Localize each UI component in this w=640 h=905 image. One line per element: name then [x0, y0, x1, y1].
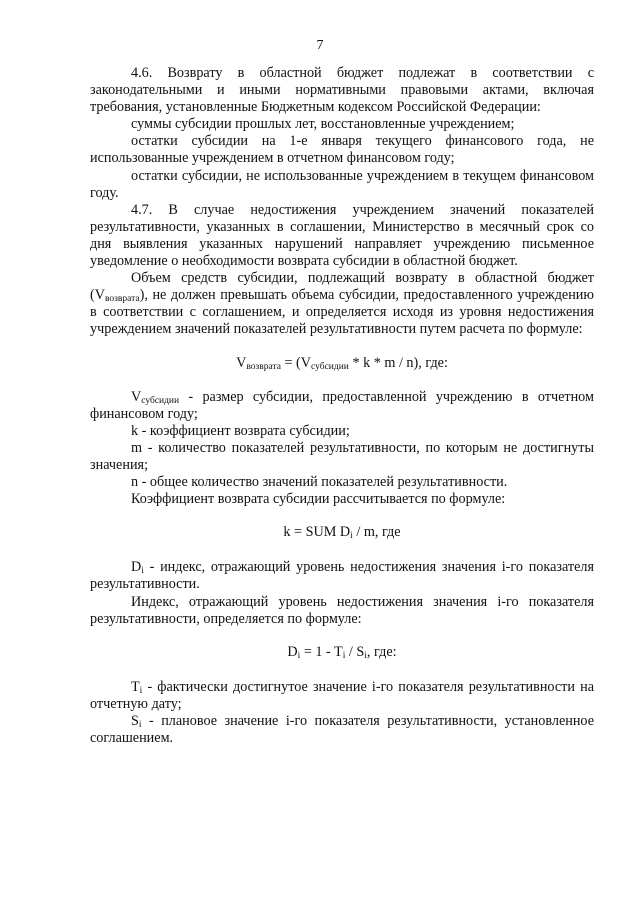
- clause-4-6: 4.6. Возврату в областной бюджет подлежат в соответствии с законодательными и иными нормативными правовыми актами, включая требования, установленные Бюджетным кодексом Российской Федерации:: [90, 65, 594, 116]
- definition-v-subsidy: $V_{субсидии}$ - размер субсидии, предоставленной учреждению в отчетном финансовом году;: [90, 388, 594, 422]
- formula-coefficient: k = SUM $D_i$ / m, где: [283, 524, 401, 542]
- coefficient-intro: Коэффициент возврата субсидии рассчитывается по формуле:: [131, 491, 506, 508]
- definition-d-i: $D_i$ - индекс, отражающий уровень недостижения значения i-го показателя результативности.: [90, 559, 594, 593]
- list-item-prior-years: суммы субсидии прошлых лет, восстановленные учреждением;: [131, 116, 515, 133]
- definition-s-i: $S_i$ - плановое значение i-го показателя результативности, установленное соглашением.: [90, 713, 594, 747]
- definition-m: m - количество показателей результативности, по которым не достигнуты значения;: [90, 439, 594, 473]
- list-item-current-year-balances: остатки субсидии, не использованные учреждением в текущем финансовом году.: [90, 167, 594, 201]
- document-body: [90, 65, 594, 747]
- definition-t-i: $T_i$ - фактически достигнутое значение i-го показателя результативности на отчетную дату;: [90, 678, 594, 712]
- formula-index: $D_i = 1 - T_i / S_i$, где:: [287, 643, 397, 661]
- refund-volume-paragraph: Объем средств субсидии, подлежащий возврату в областной бюджет $(V_{возврата})$, не должен превышать объема субсидии, предоставленного учреждению в соответствии с соглашением, и определяется исходя из уровня недостижения учреждением значений показателей результативности путем расчета по формуле:: [90, 270, 594, 338]
- definition-n: n - общее количество значений показателей результативности.: [131, 474, 508, 491]
- definition-k: k - коэффициент возврата субсидии;: [131, 422, 350, 439]
- page-number: 7: [316, 38, 324, 53]
- clause-4-7: 4.7. В случае недостижения учреждением значений показателей результативности, указанных в соглашении, Министерство в месячный срок со дня выявления указанных нарушений направляет учреждению письменное уведомление о необходимости возврата субсидии в областной бюджет.: [90, 201, 594, 270]
- formula-refund-volume: $V_{возврата} = (V_{субсидии} * k * m / n)$, где:: [236, 354, 448, 372]
- index-intro: Индекс, отражающий уровень недостижения значения i-го показателя результативности, определяется по формуле:: [90, 593, 594, 627]
- list-item-january-balances: остатки субсидии на 1-е января текущего финансового года, не использованные учреждением в отчетном финансовом году;: [90, 133, 594, 167]
